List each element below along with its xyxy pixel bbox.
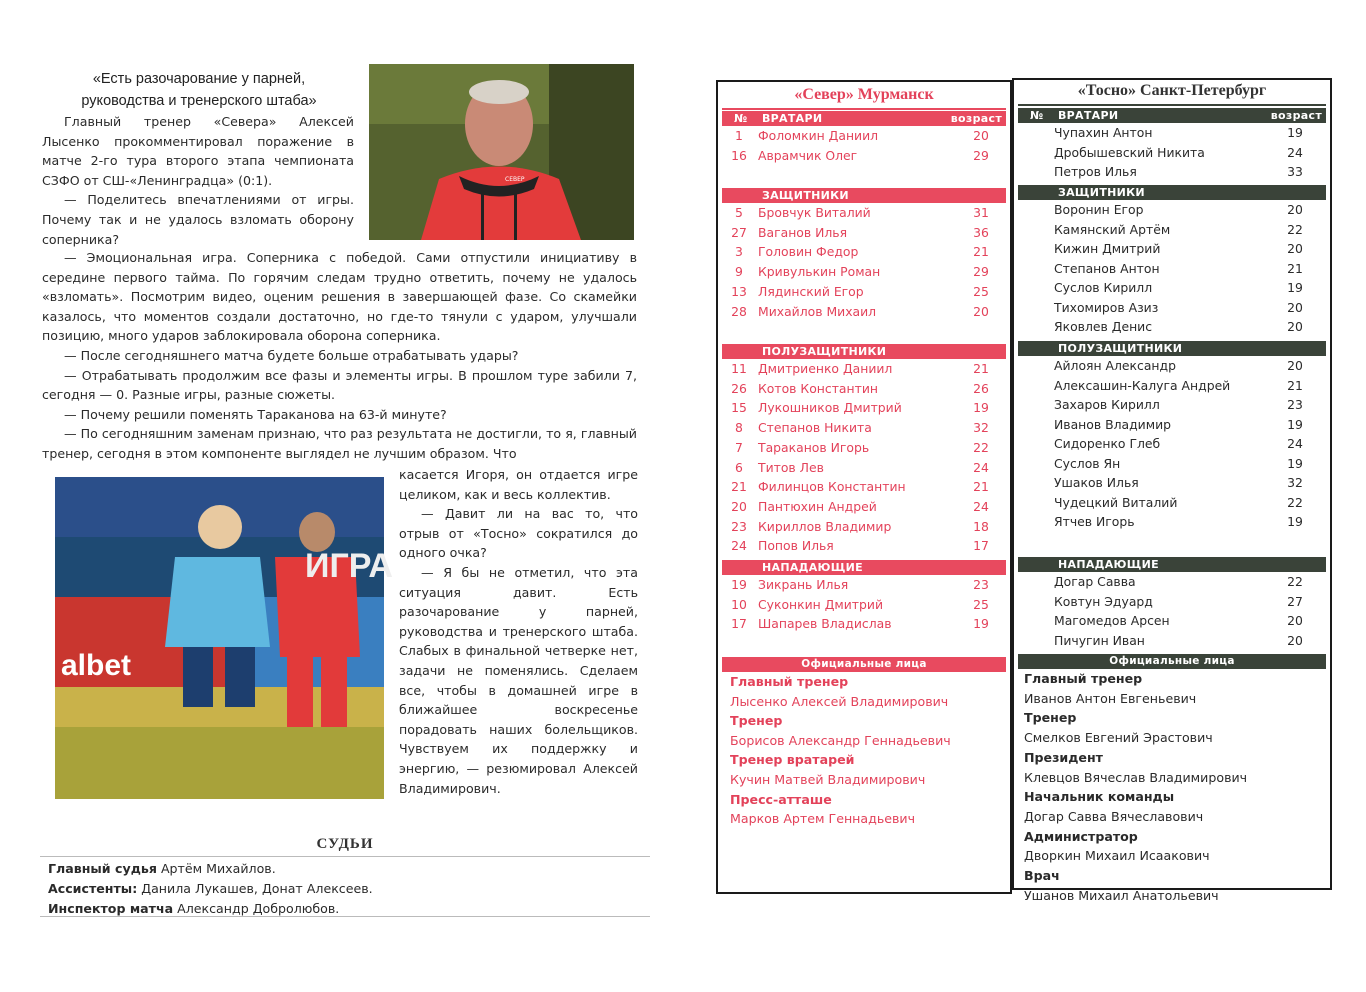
question1-line1: — Поделитесь впечатлениями от игры. [64,192,354,208]
sever-official-role: Тренер [730,713,783,729]
sever-official-name: Лысенко Алексей Владимирович [730,693,949,709]
sever-player-name: Кириллов Владимир [758,518,892,534]
sever-official-name: Марков Артем Геннадьевич [730,811,916,827]
tosno-player-age: 22 [1287,494,1303,510]
sever-player-number: 17 [731,616,747,632]
tosno-official-name: Клевцов Вячеслав Владимирович [1024,769,1248,785]
sever-player-name: Тараканов Игорь [758,439,870,455]
match-photo-image [55,477,384,799]
tosno-midfielder-row [1014,417,1330,436]
tosno-player-age: 19 [1287,514,1303,529]
sever-player-age: 17 [973,538,989,554]
tosno-player-name: Догар Савва [1054,574,1136,589]
tosno-forward-row [1014,613,1330,632]
question4: — Давит ли на вас то, что отрыв от «Тосно» сократился до одного очка? [399,506,638,561]
tosno-player-name: Суслов Кирилл [1054,280,1153,295]
sever-player-age: 36 [973,224,989,240]
article-right-column [399,465,638,798]
sever-goalkeeper-row [718,148,1010,167]
tosno-player-name: Пичугин Иван [1054,632,1145,648]
sever-player-name: Шапарев Владислав [758,616,892,632]
sever-player-name: Титов Лев [758,459,824,475]
sever-player-name: Степанов Никита [758,420,872,436]
ad-board-text-2: ИГРА [305,547,393,585]
tosno-goalkeeper-row [1014,125,1330,144]
tosno-player-name: Ушаков Илья [1054,475,1139,490]
tosno-player-age: 33 [1287,164,1303,179]
tosno-player-age: 27 [1287,593,1303,609]
sever-player-age: 21 [973,244,989,260]
sever-midfielder-row [718,440,1010,459]
referee-main-label: Главный судья [48,861,157,876]
sever-player-age: 25 [973,596,989,612]
sever-player-name: Суконкин Дмитрий [758,596,883,612]
tosno-forwards-label: НАПАДАЮЩИЕ [1058,558,1159,571]
tosno-player-name: Воронин Егор [1054,202,1144,217]
sever-midfielder-row [718,381,1010,400]
sever-player-number: 28 [731,303,747,319]
tosno-player-name: Магомедов Арсен [1054,613,1170,628]
tosno-defender-row [1014,319,1330,338]
tosno-player-age: 20 [1287,202,1303,217]
sever-player-number: 13 [731,283,747,299]
sever-team-title: «Север» Мурманск [794,86,934,103]
tosno-official-name: Смелков Евгений Эрастович [1024,730,1213,746]
match-inspector [48,901,339,916]
sever-midfielder-row [718,361,1010,380]
answer4: — Я бы не отметил, что эта ситуация давит. Есть разочарование у парней, руководства и тренерского штаба. Слабых в финальной четверке нет, задачи не поменялись. Сделаем все, чтобы в домашней игре в ближайшее воскресенье порадовать наших болельщиков. Чувствуем их поддержку и энергию, — резюмировал Алексей Владимирович. [399,564,638,796]
sever-defender-row [718,205,1010,224]
tosno-midfielder-row [1014,378,1330,397]
tosno-player-name: Чудецкий Виталий [1054,494,1178,510]
tosno-team-title: «Тосно» Санкт-Петербург [1077,82,1267,99]
tosno-defenders-label: ЗАЩИТНИКИ [1058,186,1145,199]
referee-assistants [48,881,373,896]
sever-player-name: Михайлов Михаил [758,303,877,319]
sever-player-age: 19 [973,616,989,632]
tosno-defender-row [1014,280,1330,299]
tosno-player-age: 24 [1287,144,1303,160]
sever-midfielder-row [718,400,1010,419]
question1-line3: соперника? [42,231,120,247]
tosno-midfielders-label: ПОЛУЗАЩИТНИКИ [1058,342,1183,355]
sever-player-age: 20 [973,303,989,319]
sever-player-number: 7 [735,439,743,455]
tosno-defender-row [1014,261,1330,280]
sever-player-age: 25 [973,283,989,299]
tosno-player-name: Дробышевский Никита [1054,144,1205,160]
tosno-player-name: Кижин Дмитрий [1054,241,1161,256]
sever-goalkeepers-label: ВРАТАРИ [762,112,823,125]
tosno-midfielder-row [1014,495,1330,514]
tosno-player-name: Алексашин-Калуга Андрей [1054,377,1231,393]
tosno-header-num: № [1030,109,1044,122]
sever-player-number: 20 [731,498,747,514]
sever-player-age: 19 [973,400,989,416]
tosno-midfielder-row [1014,436,1330,455]
sever-official-name: Кучин Матвей Владимирович [730,772,926,787]
tosno-forward-row [1014,574,1330,593]
question3: — Почему решили поменять Тараканова на 63-й минуте? [64,406,447,422]
tosno-player-name: Айлоян Александр [1054,358,1176,373]
referees-divider-top [40,856,650,857]
tosno-player-name: Тихомиров Азиз [1054,299,1159,315]
answer1: — Эмоциональная игра. Соперника с победой. Сами отпустили инициативу в середине первого тайма. По горячим следам трудно ответить, почему не удалось «взломать». Посмотрим видео, оценим решения в завершающей фазе. Со скамейки казалось, что моментов создали достаточно, но где-то тянули с ударом, улучшали позицию, много ударов заблокировала оборона соперника. [42,250,637,344]
tosno-goalkeepers-label: ВРАТАРИ [1058,109,1119,122]
tosno-goalkeepers-header [1018,108,1326,123]
tosno-player-name: Сидоренко Глеб [1054,436,1161,451]
coach-photo [369,64,634,240]
answer2: — Отрабатывать продолжим все фазы и элементы игры. В прошлом туре забили 7, сегодня — 0. Разные игры, разные сюжеты. [42,367,637,403]
tosno-goalkeeper-row [1014,145,1330,164]
tosno-player-age: 20 [1287,299,1303,315]
sever-player-number: 10 [731,596,747,612]
sever-midfielder-row [718,538,1010,557]
tosno-forward-row [1014,594,1330,613]
tosno-player-age: 32 [1287,475,1303,490]
sever-defender-row [718,244,1010,263]
tosno-player-age: 19 [1287,455,1303,471]
intro-line3: матче 2-го тура второго этапа чемпионата [42,153,354,169]
inspector-name: Александр Добролюбов. [177,901,340,916]
tosno-player-name: Захаров Кирилл [1054,397,1160,412]
tosno-player-age: 24 [1287,436,1303,451]
sever-player-number: 27 [731,224,747,240]
tosno-player-age: 22 [1287,574,1303,589]
sever-player-number: 1 [735,128,743,143]
sever-player-age: 26 [973,380,989,396]
tosno-midfielder-row [1014,514,1330,533]
sever-player-age: 22 [973,439,989,455]
tosno-player-name: Яковлев Денис [1054,319,1153,334]
sever-roster-table [716,80,1012,894]
sever-defenders-header [722,188,1006,203]
sever-player-name: Фоломкин Даниил [758,128,879,143]
sever-forward-row [718,616,1010,635]
answer3: — По сегодняшним заменам признаю, что раз результата не достигли, то я, главный тренер, сегодня в этом компоненте выглядел не лучшим образом. Что [42,426,637,461]
tosno-player-age: 22 [1287,221,1303,237]
coach-photo-image [369,64,634,240]
sever-goalkeepers-header [722,111,1006,126]
tosno-player-age: 20 [1287,613,1303,628]
sever-officials-label: Официальные лица [801,658,927,670]
tosno-player-name: Камянский Артём [1054,221,1171,237]
referee-main [48,861,276,876]
sever-official-role: Главный тренер [730,674,849,689]
tosno-player-name: Ятчев Игорь [1054,514,1135,529]
sever-player-number: 9 [735,264,743,280]
tosno-midfielder-row [1014,456,1330,475]
sever-title-rule [722,108,1006,110]
tosno-official-name: Иванов Антон Евгеньевич [1024,690,1197,706]
sever-forwards-header [722,560,1006,575]
sever-official-name: Борисов Александр Геннадьевич [730,732,951,748]
sever-header-num: № [734,112,748,125]
tosno-midfielder-row [1014,397,1330,416]
sever-player-name: Попов Илья [758,538,834,554]
sever-player-age: 32 [973,420,989,436]
sever-header-age: возраст [950,112,1002,125]
tosno-official-role: Врач [1024,868,1060,883]
sever-goalkeeper-row [718,128,1010,147]
intro-line2: Лысенко прокомментировал поражение в [42,133,354,149]
sever-player-name: Аврамчик Олег [758,147,858,163]
sever-player-number: 19 [731,577,747,592]
sever-defender-row [718,264,1010,283]
sever-player-age: 21 [973,479,989,495]
question2: — После сегодняшнего матча будете больше отрабатывать удары? [64,347,519,363]
inspector-label: Инспектор матча [48,901,174,916]
tosno-player-age: 21 [1287,377,1303,393]
tosno-midfielders-header [1018,341,1326,356]
tosno-officials-label: Официальные лица [1109,655,1235,667]
sever-player-name: Котов Константин [758,380,878,396]
tosno-defender-row [1014,222,1330,241]
tosno-official-role: Главный тренер [1024,671,1143,686]
sever-player-age: 18 [973,518,989,534]
sever-player-name: Лукошников Дмитрий [758,400,902,416]
tosno-defender-row [1014,300,1330,319]
tosno-player-age: 20 [1287,319,1303,334]
sever-midfielder-row [718,479,1010,498]
sever-forward-row [718,597,1010,616]
coach-badge-text: СЕВЕР [505,176,525,183]
referees-divider-bottom [40,916,650,917]
sever-official-role: Пресс-атташе [730,791,832,807]
answer3-continued: касается Игоря, он отдается игре целиком, как и весь коллектив. [399,467,638,502]
sever-player-name: Головин Федор [758,244,859,260]
tosno-defender-row [1014,202,1330,221]
referee-assist-names: Данила Лукашев, Донат Алексеев. [141,881,373,896]
sever-player-name: Бровчук Виталий [758,205,871,220]
sever-player-name: Пантюхин Андрей [758,498,877,514]
tosno-player-name: Степанов Антон [1054,260,1160,276]
tosno-player-age: 19 [1287,416,1303,432]
tosno-official-role: Начальник команды [1024,789,1175,805]
tosno-player-age: 19 [1287,125,1303,140]
match-photo [55,477,393,799]
sever-midfielder-row [718,420,1010,439]
referee-assist-label: Ассистенты: [48,881,138,896]
tosno-player-name: Иванов Владимир [1054,416,1171,432]
article-title [40,68,358,112]
sever-defender-row [718,304,1010,323]
sever-player-age: 24 [973,498,989,514]
question1-line2: Почему так и не удалось взломать оборону [42,211,354,227]
tosno-defenders-header [1018,185,1326,200]
tosno-player-name: Ковтун Эдуард [1054,593,1153,609]
sever-player-number: 26 [731,380,747,396]
tosno-player-name: Суслов Ян [1054,455,1121,471]
sever-defender-row [718,284,1010,303]
tosno-official-role: Тренер [1024,710,1077,726]
tosno-header-age: возраст [1270,109,1322,122]
sever-official-role: Тренер вратарей [730,752,855,768]
tosno-official-name: Ушанов Михаил Анатольевич [1024,887,1219,903]
sever-player-name: Кривулькин Роман [758,264,881,280]
tosno-official-name: Догар Савва Вячеславович [1024,808,1204,824]
sever-midfielder-row [718,460,1010,479]
article-intro [42,112,354,249]
sever-defenders-label: ЗАЩИТНИКИ [762,189,849,202]
tosno-title-rule [1018,104,1326,106]
sever-forward-row [718,577,1010,596]
tosno-defender-row [1014,241,1330,260]
sever-midfielders-header [722,344,1006,359]
sever-player-number: 24 [731,538,747,554]
tosno-forward-row [1014,633,1330,652]
tosno-official-name: Дворкин Михаил Исаакович [1024,848,1210,864]
tosno-player-age: 23 [1287,397,1303,412]
tosno-official-role: Президент [1024,749,1103,765]
sever-player-name: Лядинский Егор [758,283,864,299]
sever-player-number: 5 [735,205,743,220]
sever-player-number: 21 [731,479,747,495]
intro-line4: СЗФО от СШ-«Ленинградца» (0:1). [42,172,273,188]
tosno-official-role: Администратор [1024,828,1138,844]
tosno-goalkeeper-row [1014,164,1330,183]
sever-midfielder-row [718,499,1010,518]
sever-player-age: 21 [973,361,989,376]
tosno-midfielder-row [1014,475,1330,494]
tosno-player-age: 20 [1287,358,1303,373]
tosno-midfielder-row [1014,358,1330,377]
sever-player-number: 8 [735,420,743,436]
article-body [42,248,637,464]
tosno-player-name: Чупахин Антон [1054,125,1153,140]
sever-midfielder-row [718,519,1010,538]
sever-player-number: 6 [735,459,743,475]
tosno-roster-table [1012,78,1332,903]
sever-player-name: Дмитриенко Даниил [758,361,893,376]
ad-board-text: albet [61,649,132,682]
sever-officials-header [722,657,1006,672]
tosno-player-age: 19 [1287,280,1303,295]
tosno-player-name: Петров Илья [1054,164,1137,179]
sever-player-age: 24 [973,459,989,475]
referee-main-name: Артём Михайлов. [160,861,276,876]
tosno-player-age: 20 [1287,632,1303,648]
referees-title: СУДЬИ [316,836,374,852]
tosno-player-age: 21 [1287,260,1303,276]
sever-player-name: Филинцов Константин [758,479,906,495]
sever-player-age: 29 [973,147,989,163]
sever-player-age: 23 [973,577,989,592]
sever-forwards-label: НАПАДАЮЩИЕ [762,561,863,574]
sever-player-number: 16 [731,147,747,163]
tosno-player-age: 20 [1287,241,1303,256]
sever-player-number: 15 [731,400,747,416]
sever-player-age: 20 [973,128,989,143]
article-title-line1: «Есть разочарование у парней, [92,71,306,87]
intro-line1: Главный тренер «Севера» Алексей [64,114,354,129]
sever-player-number: 3 [735,244,743,260]
article-title-line2: руководства и тренерского штаба» [81,93,317,109]
sever-player-age: 31 [973,205,989,220]
sever-defender-row [718,225,1010,244]
sever-player-name: Зикрань Илья [758,577,849,592]
sever-player-name: Ваганов Илья [758,224,848,240]
tosno-officials-header [1018,654,1326,669]
sever-midfielders-label: ПОЛУЗАЩИТНИКИ [762,345,887,358]
sever-player-age: 29 [973,264,989,280]
sever-player-number: 23 [731,518,747,534]
tosno-forwards-header [1018,557,1326,572]
sever-player-number: 11 [731,361,747,376]
